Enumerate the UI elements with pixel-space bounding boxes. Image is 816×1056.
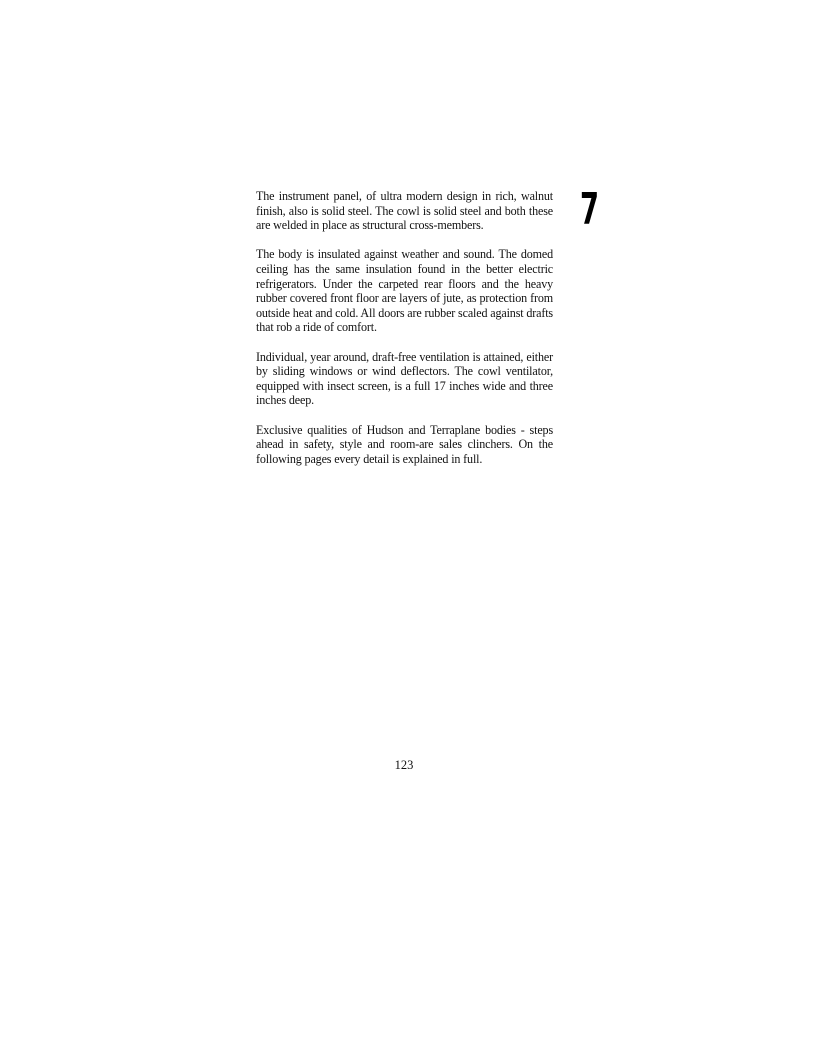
- paragraph-instrument-panel: The instrument panel, of ultra modern design in rich, walnut finish, also is solid steel. The cowl is solid steel and both these are welded in place as structural cross-members.: [256, 189, 553, 233]
- body-text: [256, 189, 553, 466]
- paragraph-ventilation: Individual, year around, draft-free ventilation is attained, either by sliding windows or wind deflectors. The cowl ventilator, equipped with insect screen, is a full 17 inches wide and three inches deep.: [256, 349, 553, 408]
- paragraph-insulation: The body is insulated against weather and sound. The domed ceiling has the same insulation found in the better electric refrigerators. Under the carpeted rear floors and the heavy rubber covered front floor are layers of jute, as protection from outside heat and cold. All doors are rubber scaled against drafts that rob a ride of comfort.: [256, 247, 553, 335]
- paragraph-exclusive-qualities: Exclusive qualities of Hudson and Terraplane bodies - steps ahead in safety, style and room-are sales clinchers. On the following pages every detail is explained in full.: [256, 422, 553, 466]
- section-number: 7: [580, 184, 599, 235]
- page-number: 123: [394, 758, 414, 772]
